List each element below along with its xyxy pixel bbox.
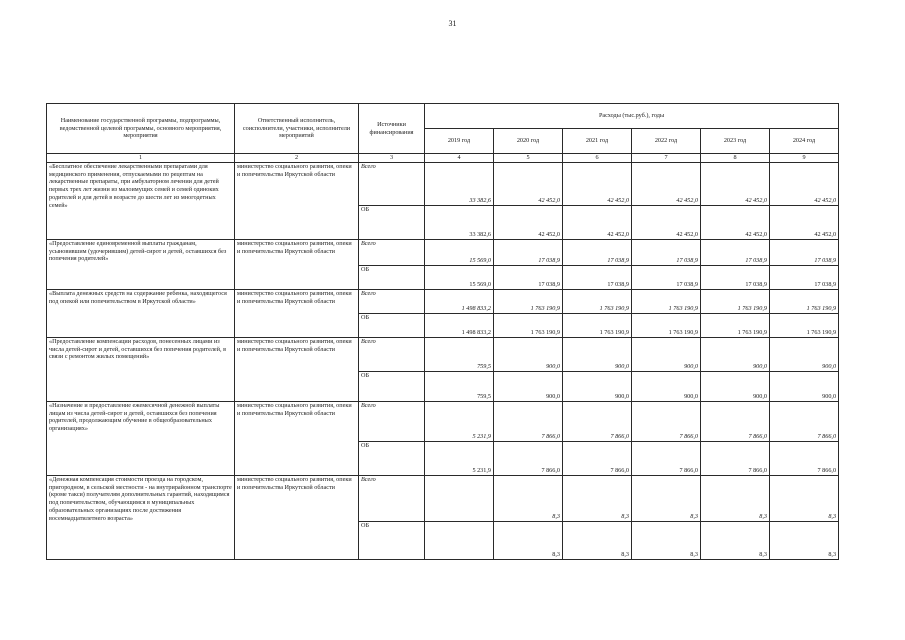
source-ob-label: ОБ bbox=[359, 441, 425, 475]
total-value: 42 452,0 bbox=[494, 162, 563, 205]
total-value: 7 866,0 bbox=[563, 401, 632, 441]
measure-executor: министерство социального развития, опеки и попечительства Иркутской области bbox=[235, 162, 359, 239]
total-value: 17 038,9 bbox=[770, 239, 839, 265]
total-value: 42 452,0 bbox=[701, 162, 770, 205]
ob-value: 1 498 833,2 bbox=[425, 313, 494, 337]
column-number: 5 bbox=[494, 154, 563, 163]
measure-name: «Денежная компенсация стоимости проезда на городском, пригородном, в сельской местности - на внутрирайонном транспорте (кроме такси) получателям дополнительных гарантий, находящимся под попечительством, обучающимся в муниципальных образовательных организациях после достижения восемнадцатилетнего возраста» bbox=[47, 475, 235, 559]
ob-value: 42 452,0 bbox=[494, 205, 563, 239]
page-number: 31 bbox=[448, 19, 457, 28]
total-value: 900,0 bbox=[563, 337, 632, 371]
ob-value: 17 038,9 bbox=[701, 265, 770, 289]
ob-value: 900,0 bbox=[494, 371, 563, 401]
source-total-label: Всего bbox=[359, 239, 425, 265]
ob-value: 1 763 190,9 bbox=[563, 313, 632, 337]
ob-value: 42 452,0 bbox=[632, 205, 701, 239]
ob-value: 33 382,6 bbox=[425, 205, 494, 239]
measure-name: «Предоставление единовременной выплаты гражданам, усыновившим (удочерившим) детей-сирот и детей, оставшихся без попечения родителей» bbox=[47, 239, 235, 289]
ob-value: 42 452,0 bbox=[563, 205, 632, 239]
total-value: 900,0 bbox=[632, 337, 701, 371]
source-ob-label: ОБ bbox=[359, 521, 425, 559]
total-value: 759,5 bbox=[425, 337, 494, 371]
total-value: 1 763 190,9 bbox=[563, 289, 632, 313]
ob-value: 900,0 bbox=[770, 371, 839, 401]
column-number: 6 bbox=[563, 154, 632, 163]
measure-name: «Назначение и предоставление ежемесячной денежной выплаты лицам из числа детей-сирот и детей, оставшихся без попечения родителей, продолжающим обучение в общеобразовательных организациях» bbox=[47, 401, 235, 475]
total-value: 17 038,9 bbox=[563, 239, 632, 265]
ob-value: 900,0 bbox=[632, 371, 701, 401]
total-value: 17 038,9 bbox=[632, 239, 701, 265]
source-total-label: Всего bbox=[359, 162, 425, 205]
header-year: 2024 год bbox=[770, 129, 839, 154]
ob-value: 1 763 190,9 bbox=[632, 313, 701, 337]
source-total-label: Всего bbox=[359, 289, 425, 313]
total-value: 8,3 bbox=[494, 475, 563, 521]
ob-value: 8,3 bbox=[494, 521, 563, 559]
table-row bbox=[47, 475, 839, 521]
column-number: 3 bbox=[359, 154, 425, 163]
measure-executor: министерство социального развития, опеки и попечительства Иркутской области bbox=[235, 401, 359, 475]
measure-executor: министерство социального развития, опеки и попечительства Иркутской области bbox=[235, 475, 359, 559]
total-value: 42 452,0 bbox=[632, 162, 701, 205]
ob-value: 8,3 bbox=[632, 521, 701, 559]
table-row bbox=[47, 401, 839, 441]
total-value: 7 866,0 bbox=[494, 401, 563, 441]
measure-executor: министерство социального развития, опеки и попечительства Иркутской области bbox=[235, 289, 359, 337]
total-value: 42 452,0 bbox=[770, 162, 839, 205]
total-value: 33 382,6 bbox=[425, 162, 494, 205]
column-number: 4 bbox=[425, 154, 494, 163]
total-value: 17 038,9 bbox=[494, 239, 563, 265]
header-year: 2022 год bbox=[632, 129, 701, 154]
total-value: 1 763 190,9 bbox=[494, 289, 563, 313]
ob-value: 17 038,9 bbox=[563, 265, 632, 289]
ob-value: 7 866,0 bbox=[563, 441, 632, 475]
ob-value: 1 763 190,9 bbox=[494, 313, 563, 337]
table-body bbox=[47, 162, 839, 559]
ob-value: 42 452,0 bbox=[770, 205, 839, 239]
total-value: 1 763 190,9 bbox=[770, 289, 839, 313]
measure-executor: министерство социального развития, опеки и попечительства Иркутской области bbox=[235, 337, 359, 401]
table-row bbox=[47, 162, 839, 205]
source-ob-label: ОБ bbox=[359, 265, 425, 289]
measure-name: «Выплата денежных средств на содержание ребенка, находящегося под опекой или попечительством в Иркутской области» bbox=[47, 289, 235, 337]
total-value: 1 763 190,9 bbox=[632, 289, 701, 313]
ob-value: 900,0 bbox=[701, 371, 770, 401]
total-value: 15 569,0 bbox=[425, 239, 494, 265]
total-value: 900,0 bbox=[770, 337, 839, 371]
table-row bbox=[47, 239, 839, 265]
total-value: 7 866,0 bbox=[701, 401, 770, 441]
total-value: 42 452,0 bbox=[563, 162, 632, 205]
ob-value: 17 038,9 bbox=[770, 265, 839, 289]
source-total-label: Всего bbox=[359, 337, 425, 371]
ob-value: 17 038,9 bbox=[494, 265, 563, 289]
source-total-label: Всего bbox=[359, 401, 425, 441]
budget-table bbox=[46, 103, 839, 560]
total-value: 17 038,9 bbox=[701, 239, 770, 265]
ob-value: 759,5 bbox=[425, 371, 494, 401]
header-name: Наименование государственной программы, подпрограммы, ведомственной целевой программы, основного мероприятия, мероприятия bbox=[47, 104, 235, 154]
column-number: 9 bbox=[770, 154, 839, 163]
total-value: 8,3 bbox=[563, 475, 632, 521]
header-year: 2020 год bbox=[494, 129, 563, 154]
measure-name: «Предоставление компенсации расходов, понесенных лицами из числа детей-сирот и детей, оставшихся без попечения родителей, в связи с ремонтом жилых помещений» bbox=[47, 337, 235, 401]
ob-value: 8,3 bbox=[563, 521, 632, 559]
total-value bbox=[425, 475, 494, 521]
table-row bbox=[47, 337, 839, 371]
ob-value: 7 866,0 bbox=[701, 441, 770, 475]
header-source: Источники финансирования bbox=[359, 104, 425, 154]
ob-value: 15 569,0 bbox=[425, 265, 494, 289]
source-ob-label: ОБ bbox=[359, 313, 425, 337]
ob-value: 7 866,0 bbox=[632, 441, 701, 475]
total-value: 8,3 bbox=[770, 475, 839, 521]
column-number: 2 bbox=[235, 154, 359, 163]
ob-value: 42 452,0 bbox=[701, 205, 770, 239]
total-value: 5 231,9 bbox=[425, 401, 494, 441]
header-expenses: Расходы (тыс.руб.), годы bbox=[425, 104, 839, 129]
column-number: 1 bbox=[47, 154, 235, 163]
header-year: 2021 год bbox=[563, 129, 632, 154]
total-value: 900,0 bbox=[701, 337, 770, 371]
source-total-label: Всего bbox=[359, 475, 425, 521]
measure-executor: министерство социального развития, опеки и попечительства Иркутской области bbox=[235, 239, 359, 289]
total-value: 900,0 bbox=[494, 337, 563, 371]
ob-value: 5 231,9 bbox=[425, 441, 494, 475]
header-executor: Ответственный исполнитель, соисполнители, участники, исполнители мероприятий bbox=[235, 104, 359, 154]
ob-value: 1 763 190,9 bbox=[701, 313, 770, 337]
total-value: 7 866,0 bbox=[770, 401, 839, 441]
column-number: 8 bbox=[701, 154, 770, 163]
measure-name: «Бесплатное обеспечение лекарственными препаратами для медицинского применения, отпускаемыми по рецептам на лекарственные препараты, при амбулаторном лечении для детей первых трех лет жизни из малоимущих семей и семей одиноких родителей и для детей в возрасте до шести лет из многодетных семей» bbox=[47, 162, 235, 239]
total-value: 8,3 bbox=[632, 475, 701, 521]
header-year: 2023 год bbox=[701, 129, 770, 154]
ob-value: 8,3 bbox=[701, 521, 770, 559]
column-number: 7 bbox=[632, 154, 701, 163]
ob-value: 7 866,0 bbox=[770, 441, 839, 475]
ob-value: 7 866,0 bbox=[494, 441, 563, 475]
source-ob-label: ОБ bbox=[359, 205, 425, 239]
ob-value: 900,0 bbox=[563, 371, 632, 401]
ob-value: 1 763 190,9 bbox=[770, 313, 839, 337]
total-value: 1 763 190,9 bbox=[701, 289, 770, 313]
total-value: 1 498 833,2 bbox=[425, 289, 494, 313]
ob-value: 17 038,9 bbox=[632, 265, 701, 289]
ob-value: 8,3 bbox=[770, 521, 839, 559]
total-value: 8,3 bbox=[701, 475, 770, 521]
total-value: 7 866,0 bbox=[632, 401, 701, 441]
header-year: 2019 год bbox=[425, 129, 494, 154]
source-ob-label: ОБ bbox=[359, 371, 425, 401]
table-row bbox=[47, 289, 839, 313]
ob-value bbox=[425, 521, 494, 559]
